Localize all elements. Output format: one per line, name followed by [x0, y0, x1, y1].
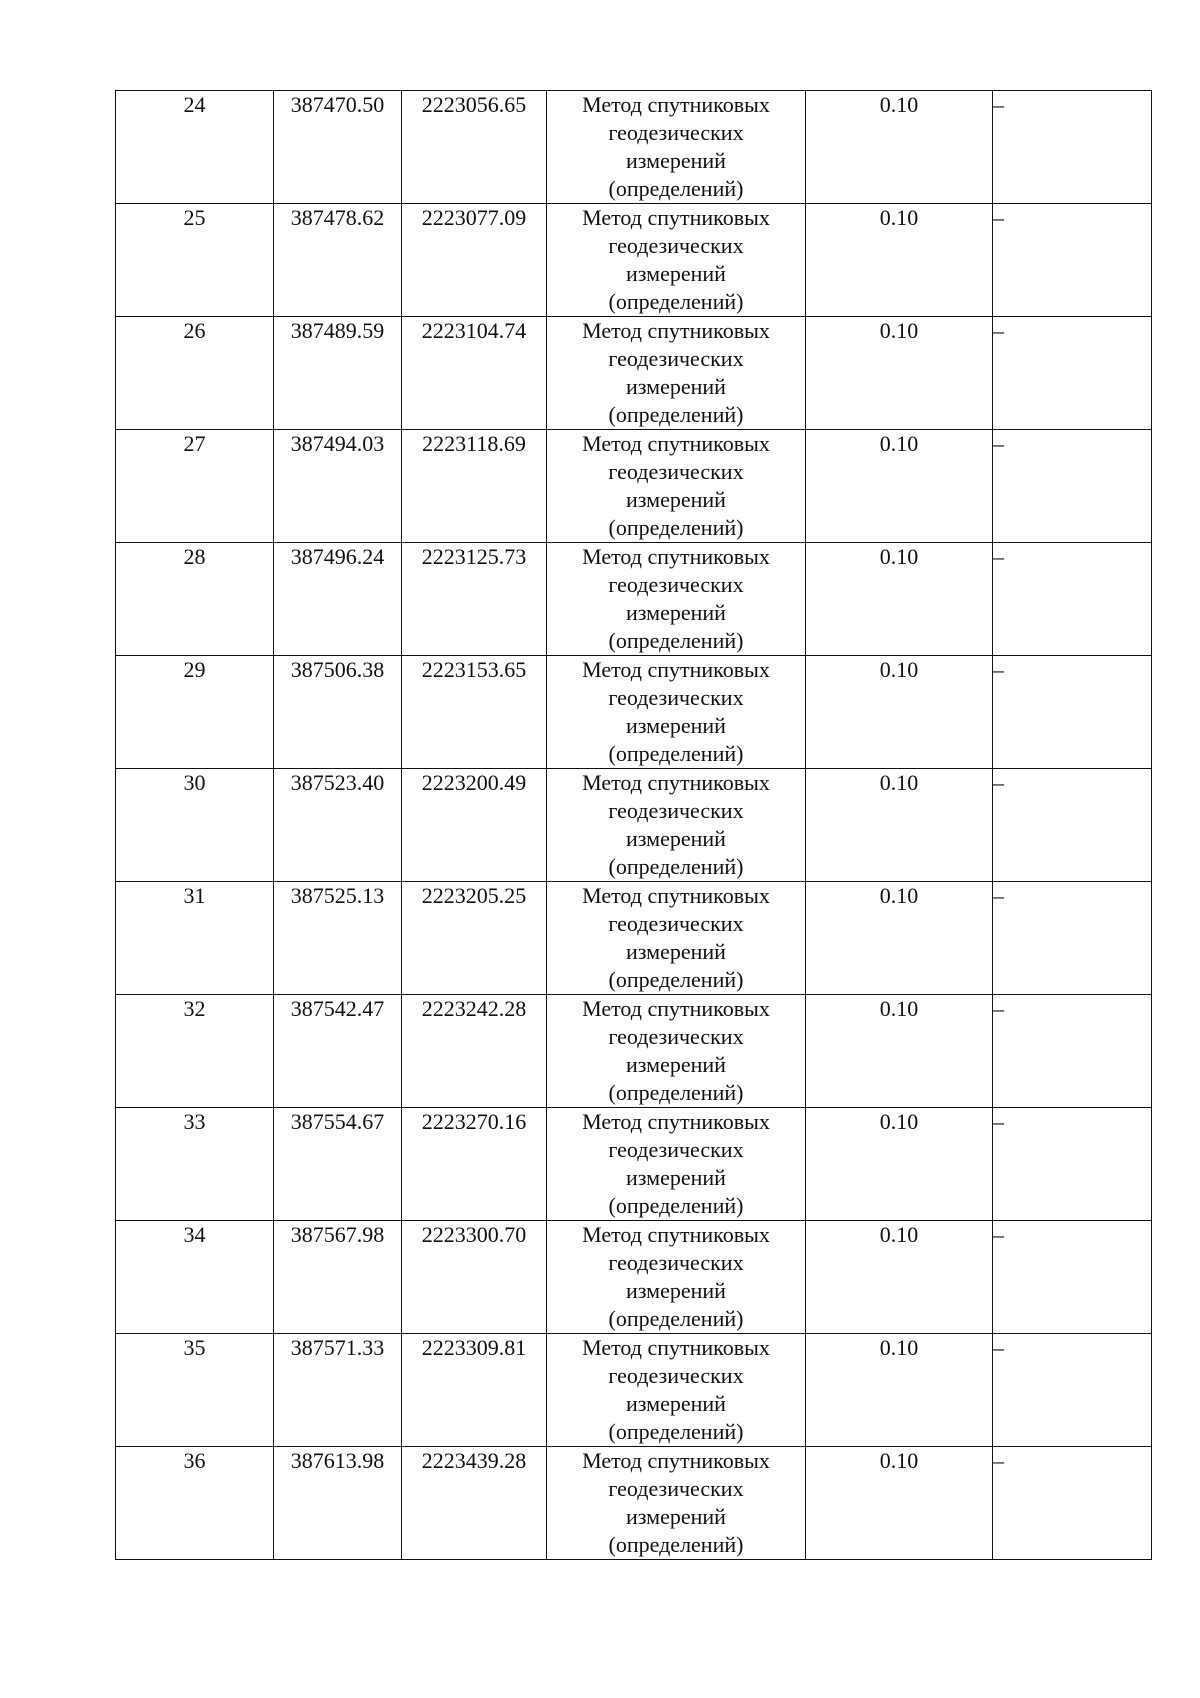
coordinates-table-body [116, 91, 1152, 1560]
note-cell: – [993, 882, 1152, 995]
accuracy-cell: 0.10 [806, 1334, 993, 1447]
method-cell [547, 1447, 806, 1560]
point-number-cell: 29 [116, 656, 274, 769]
method-line: геодезических [608, 1363, 744, 1388]
method-cell [547, 543, 806, 656]
point-number-cell: 30 [116, 769, 274, 882]
method-line: измерений [626, 826, 726, 851]
method-line: геодезических [608, 685, 744, 710]
note-cell: – [993, 204, 1152, 317]
method-line: Метод спутниковых [582, 996, 770, 1021]
method-line: (определений) [608, 1193, 744, 1218]
method-line: Метод спутниковых [582, 92, 770, 117]
y-coordinate-cell: 2223104.74 [402, 317, 547, 430]
method-line: измерений [626, 1052, 726, 1077]
y-coordinate-cell: 2223242.28 [402, 995, 547, 1108]
method-line: (определений) [608, 1419, 744, 1444]
method-line: (определений) [608, 176, 744, 201]
method-cell [547, 91, 806, 204]
y-coordinate-cell: 2223439.28 [402, 1447, 547, 1560]
note-cell: – [993, 430, 1152, 543]
method-line: Метод спутниковых [582, 1109, 770, 1134]
x-coordinate-cell: 387489.59 [274, 317, 402, 430]
point-number-cell: 34 [116, 1221, 274, 1334]
table-row [116, 543, 1152, 656]
method-cell [547, 995, 806, 1108]
accuracy-cell: 0.10 [806, 882, 993, 995]
method-line: измерений [626, 1391, 726, 1416]
table-row [116, 204, 1152, 317]
table-row [116, 317, 1152, 430]
method-line: Метод спутниковых [582, 883, 770, 908]
accuracy-cell: 0.10 [806, 91, 993, 204]
y-coordinate-cell: 2223200.49 [402, 769, 547, 882]
x-coordinate-cell: 387525.13 [274, 882, 402, 995]
table-row [116, 1334, 1152, 1447]
y-coordinate-cell: 2223077.09 [402, 204, 547, 317]
method-line: измерений [626, 1165, 726, 1190]
method-line: Метод спутниковых [582, 544, 770, 569]
accuracy-cell: 0.10 [806, 1221, 993, 1334]
accuracy-cell: 0.10 [806, 1108, 993, 1221]
method-line: геодезических [608, 346, 744, 371]
note-cell: – [993, 1447, 1152, 1560]
note-cell: – [993, 91, 1152, 204]
x-coordinate-cell: 387542.47 [274, 995, 402, 1108]
method-line: (определений) [608, 1306, 744, 1331]
note-cell: – [993, 543, 1152, 656]
accuracy-cell: 0.10 [806, 543, 993, 656]
x-coordinate-cell: 387571.33 [274, 1334, 402, 1447]
accuracy-cell: 0.10 [806, 317, 993, 430]
x-coordinate-cell: 387470.50 [274, 91, 402, 204]
method-line: измерений [626, 713, 726, 738]
y-coordinate-cell: 2223118.69 [402, 430, 547, 543]
point-number-cell: 26 [116, 317, 274, 430]
method-line: геодезических [608, 120, 744, 145]
method-line: (определений) [608, 1532, 744, 1557]
method-cell [547, 317, 806, 430]
point-number-cell: 25 [116, 204, 274, 317]
table-row [116, 882, 1152, 995]
x-coordinate-cell: 387554.67 [274, 1108, 402, 1221]
method-line: измерений [626, 1504, 726, 1529]
method-cell [547, 204, 806, 317]
y-coordinate-cell: 2223309.81 [402, 1334, 547, 1447]
note-cell: – [993, 1108, 1152, 1221]
method-line: измерений [626, 148, 726, 173]
x-coordinate-cell: 387478.62 [274, 204, 402, 317]
x-coordinate-cell: 387494.03 [274, 430, 402, 543]
note-cell: – [993, 769, 1152, 882]
note-cell: – [993, 317, 1152, 430]
table-row [116, 769, 1152, 882]
method-cell [547, 1334, 806, 1447]
method-line: измерений [626, 487, 726, 512]
point-number-cell: 32 [116, 995, 274, 1108]
method-cell [547, 882, 806, 995]
method-line: Метод спутниковых [582, 1448, 770, 1473]
point-number-cell: 31 [116, 882, 274, 995]
method-line: геодезических [608, 572, 744, 597]
method-line: геодезических [608, 798, 744, 823]
method-line: Метод спутниковых [582, 431, 770, 456]
method-line: измерений [626, 374, 726, 399]
note-cell: – [993, 1334, 1152, 1447]
method-line: геодезических [608, 1137, 744, 1162]
x-coordinate-cell: 387567.98 [274, 1221, 402, 1334]
x-coordinate-cell: 387613.98 [274, 1447, 402, 1560]
x-coordinate-cell: 387496.24 [274, 543, 402, 656]
method-cell [547, 1108, 806, 1221]
method-line: геодезических [608, 1024, 744, 1049]
method-line: Метод спутниковых [582, 318, 770, 343]
coordinates-table [115, 90, 1152, 1560]
method-line: Метод спутниковых [582, 1335, 770, 1360]
point-number-cell: 28 [116, 543, 274, 656]
y-coordinate-cell: 2223300.70 [402, 1221, 547, 1334]
method-line: Метод спутниковых [582, 1222, 770, 1247]
method-cell [547, 656, 806, 769]
point-number-cell: 24 [116, 91, 274, 204]
table-row [116, 1447, 1152, 1560]
method-line: геодезических [608, 1476, 744, 1501]
table-row [116, 1108, 1152, 1221]
y-coordinate-cell: 2223125.73 [402, 543, 547, 656]
method-line: геодезических [608, 911, 744, 936]
table-row [116, 656, 1152, 769]
method-cell [547, 769, 806, 882]
method-line: (определений) [608, 854, 744, 879]
point-number-cell: 36 [116, 1447, 274, 1560]
y-coordinate-cell: 2223270.16 [402, 1108, 547, 1221]
table-row [116, 91, 1152, 204]
accuracy-cell: 0.10 [806, 430, 993, 543]
method-line: геодезических [608, 233, 744, 258]
point-number-cell: 33 [116, 1108, 274, 1221]
point-number-cell: 35 [116, 1334, 274, 1447]
accuracy-cell: 0.10 [806, 656, 993, 769]
table-row [116, 995, 1152, 1108]
method-line: (определений) [608, 289, 744, 314]
method-line: (определений) [608, 628, 744, 653]
method-line: (определений) [608, 515, 744, 540]
note-cell: – [993, 656, 1152, 769]
note-cell: – [993, 995, 1152, 1108]
method-line: Метод спутниковых [582, 657, 770, 682]
y-coordinate-cell: 2223205.25 [402, 882, 547, 995]
method-cell [547, 1221, 806, 1334]
method-line: Метод спутниковых [582, 770, 770, 795]
x-coordinate-cell: 387523.40 [274, 769, 402, 882]
method-line: (определений) [608, 402, 744, 427]
accuracy-cell: 0.10 [806, 995, 993, 1108]
y-coordinate-cell: 2223153.65 [402, 656, 547, 769]
method-line: геодезических [608, 1250, 744, 1275]
note-cell: – [993, 1221, 1152, 1334]
method-line: Метод спутниковых [582, 205, 770, 230]
method-line: измерений [626, 600, 726, 625]
method-cell [547, 430, 806, 543]
point-number-cell: 27 [116, 430, 274, 543]
method-line: (определений) [608, 1080, 744, 1105]
method-line: измерений [626, 1278, 726, 1303]
method-line: измерений [626, 939, 726, 964]
method-line: (определений) [608, 967, 744, 992]
method-line: измерений [626, 261, 726, 286]
y-coordinate-cell: 2223056.65 [402, 91, 547, 204]
accuracy-cell: 0.10 [806, 1447, 993, 1560]
table-row [116, 1221, 1152, 1334]
method-line: геодезических [608, 459, 744, 484]
accuracy-cell: 0.10 [806, 204, 993, 317]
accuracy-cell: 0.10 [806, 769, 993, 882]
method-line: (определений) [608, 741, 744, 766]
x-coordinate-cell: 387506.38 [274, 656, 402, 769]
table-row [116, 430, 1152, 543]
